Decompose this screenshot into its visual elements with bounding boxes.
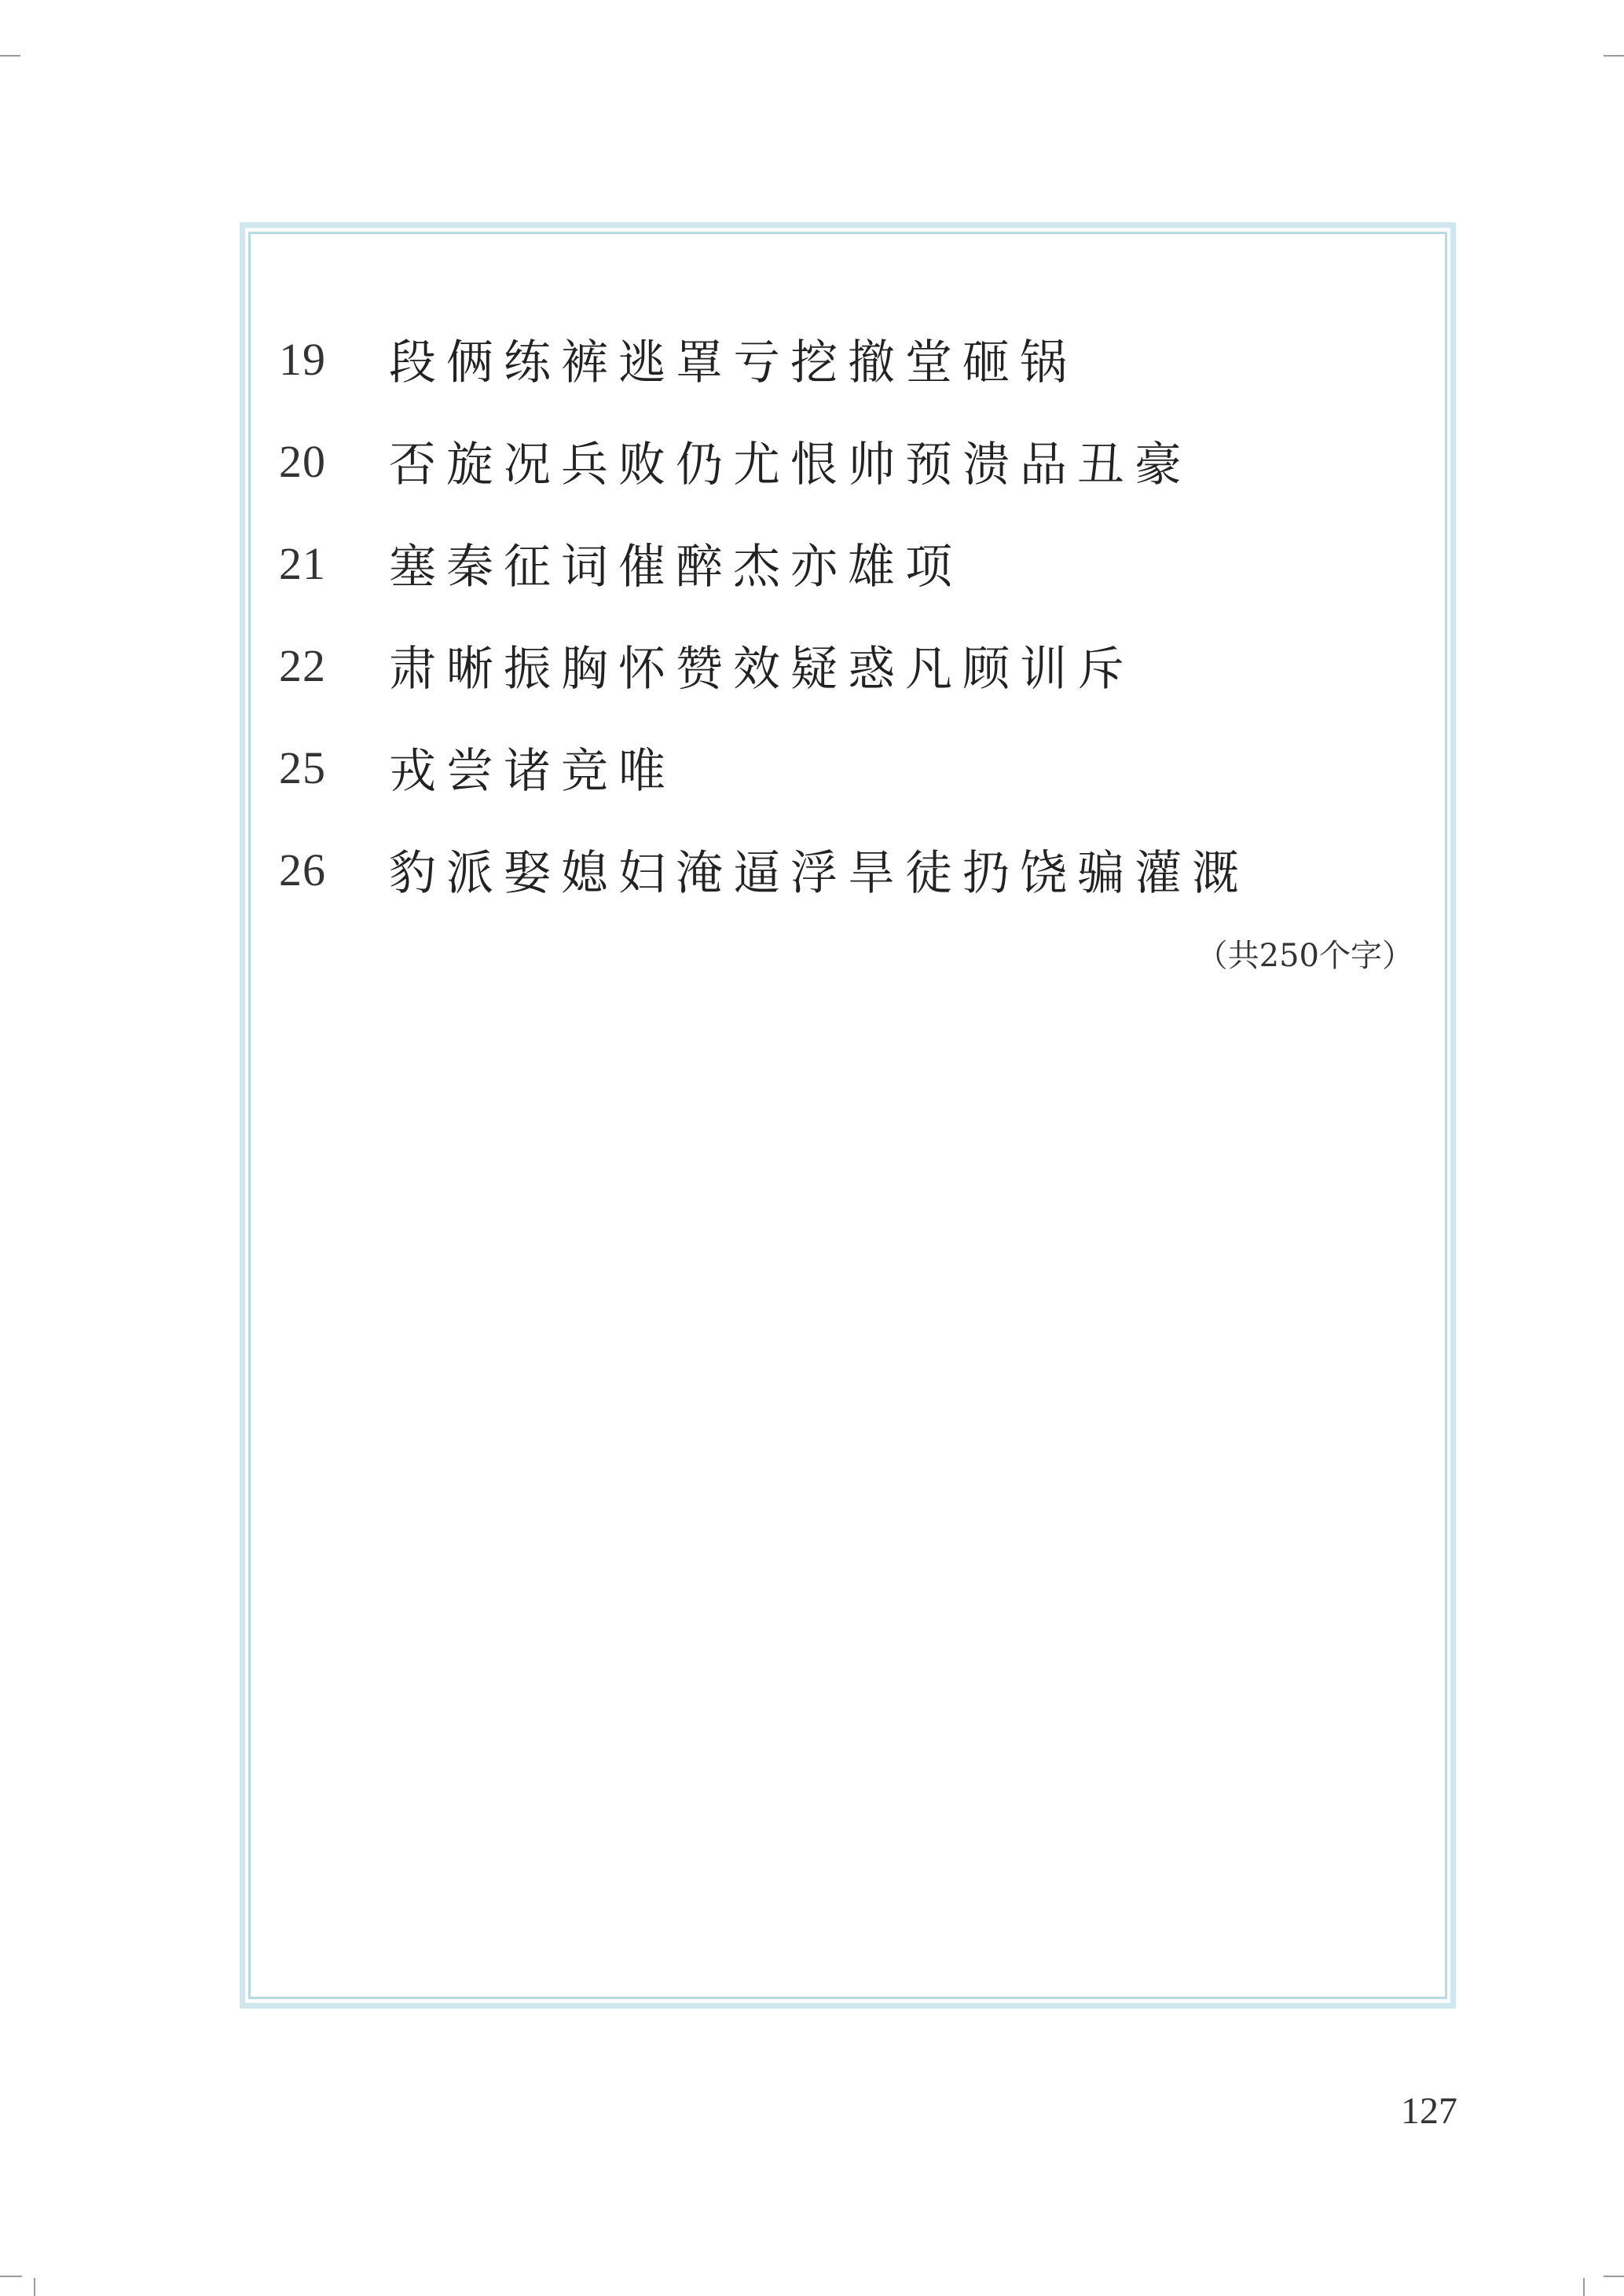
lesson-number: 21 [279,537,326,589]
character-set: 豹派娶媳妇淹逼浮旱徒扔饶骗灌溉 [389,846,1249,901]
character-set: 段俩练裤逃罩亏挖撤堂砸锅 [389,335,1077,390]
page-number: 127 [1401,2090,1457,2132]
character-set: 塞秦征词催醉杰亦雄项 [389,540,962,595]
character-set: 否旋况兵败仍尤恨帅预溃品丑豪 [389,438,1192,493]
lesson-number: 22 [279,639,326,691]
total-character-count: （共250个字） [1196,938,1413,974]
lesson-number: 19 [279,333,326,385]
character-row [279,308,1434,410]
character-row [279,410,1434,512]
character-row [279,818,1434,921]
character-row [279,614,1434,716]
character-list [279,308,1434,921]
lesson-number: 20 [279,435,326,487]
crop-mark-bottom-right-vertical [1583,2278,1585,2296]
lesson-number: 26 [279,844,326,895]
crop-mark-top-left [0,55,20,57]
crop-mark-bottom-left-vertical [34,2278,35,2296]
crop-mark-top-right [1604,55,1624,57]
character-set: 肃晰振胸怀赞效疑惑凡顾训斥 [389,642,1135,697]
character-set: 戎尝诸竞唯 [389,744,676,799]
crop-mark-bottom-right [1604,2276,1624,2277]
lesson-number: 25 [279,742,326,793]
crop-mark-bottom-left [0,2276,22,2277]
character-row [279,512,1434,614]
character-row [279,716,1434,818]
